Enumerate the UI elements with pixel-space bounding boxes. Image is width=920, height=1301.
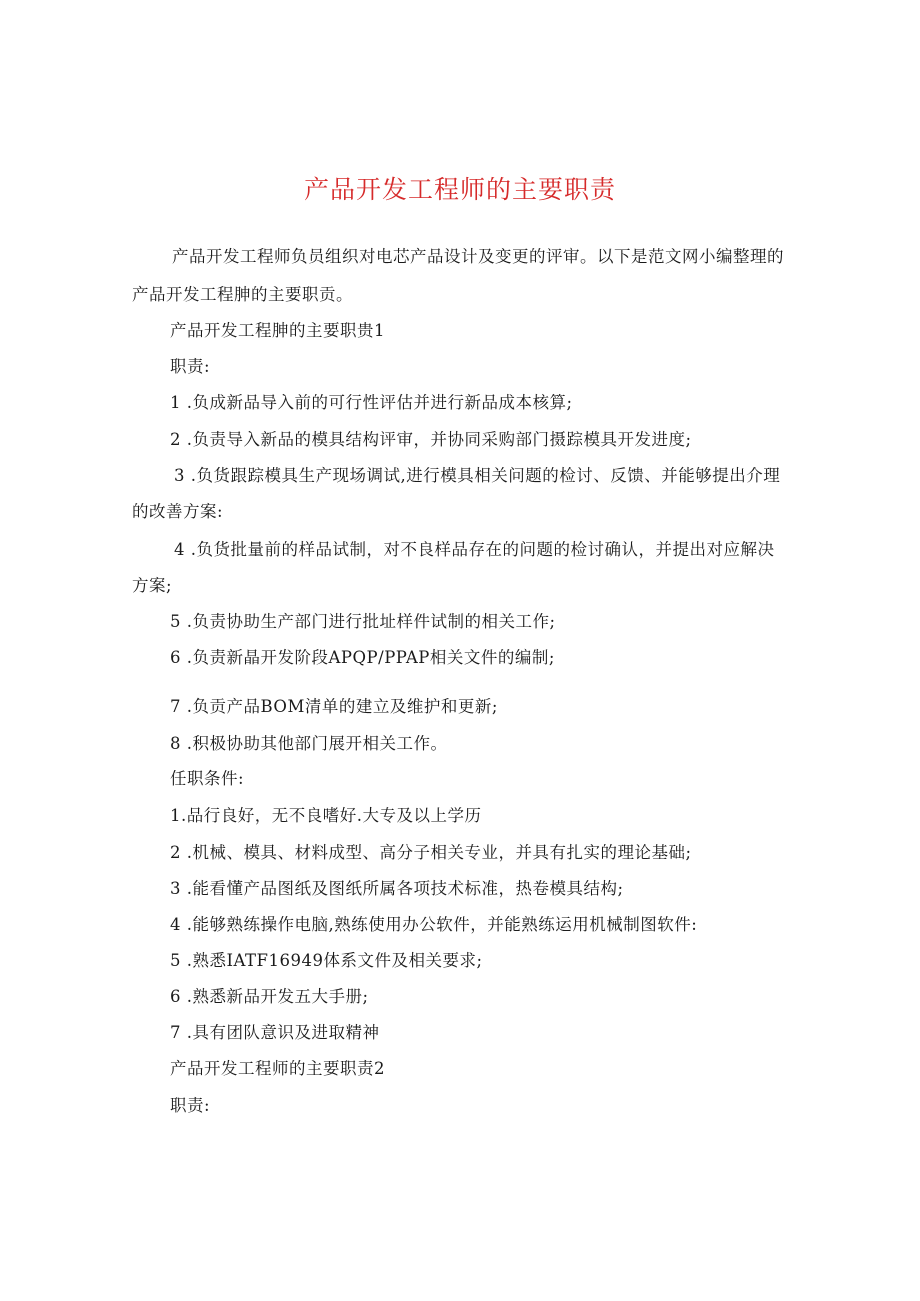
section2-duties-label: 职责: [170, 1096, 211, 1115]
requirement-item-1: 1.品行良好，无不良嗜好.大专及以上学历 [170, 806, 482, 825]
duty-item-8: 8 .积极协助其他部门展开相关工作。 [170, 734, 448, 753]
duty-item-7: 7 .负贡产品BOM清单的建立及维护和更新; [170, 697, 498, 716]
duty-item-2: 2 .负责导入新品的模具结构评审，并协同采购部门摄踪模具开发进度; [170, 430, 692, 449]
requirement-item-6: 6 .熟悉新品开发五大手册; [170, 987, 369, 1006]
section1-heading: 产品开发工程胂的主要职贵1 [170, 321, 385, 340]
section2-heading: 产品开发工程师的主要职责2 [170, 1059, 385, 1078]
duty-item-4: 4 .负货批量前的样品试制，对不良样品存在的问题的检讨确认，并提出对应解决 [174, 540, 775, 559]
requirement-item-4: 4 .能够熟练操作电脑,熟练使用办公软件，并能熟练运用机械制图软件: [170, 915, 698, 934]
requirement-item-5: 5 .熟悉IATF16949体系文件及相关要求; [170, 951, 483, 970]
requirement-item-2: 2 .机械、模具、材料成型、高分子相关专业，并具有扎实的理论基础; [170, 843, 692, 862]
section1-duties-label: 职责: [170, 357, 211, 376]
requirements-label: 任职条件: [170, 769, 245, 788]
duty-item-1: 1 .负成新品导入前的可行性评估并进行新品成本核算; [170, 393, 573, 412]
duty-item-3: 3 .负货跟踪模具生产现场调试,进行模具相关问题的检讨、反馈、并能够提出介理 [174, 466, 781, 485]
duty-item-6: 6 .负责新晶开发阶段APQP/PPAP相关文件的编制; [170, 648, 555, 667]
requirement-item-3: 3 .能看懂产品图纸及图纸所属各项技术标准，热卷模具结构; [170, 879, 624, 898]
document-title: 产品开发工程师的主要职责 [303, 175, 616, 204]
requirement-item-7: 7 .具有团队意识及进取精神 [170, 1023, 380, 1042]
duty-item-4-cont: 方案; [132, 576, 173, 595]
duty-item-3-cont: 的改善方案: [132, 502, 224, 521]
intro-line-1: 产品开发工程师负员组织对电芯产品设计及变更的评审。以下是范文网小编整理的 [172, 247, 784, 266]
duty-item-5: 5 .负责协助生产部门进行批址样件试制的相关工作; [170, 612, 556, 631]
intro-line-2: 产品开发工程胂的主要职贡。 [132, 285, 353, 304]
